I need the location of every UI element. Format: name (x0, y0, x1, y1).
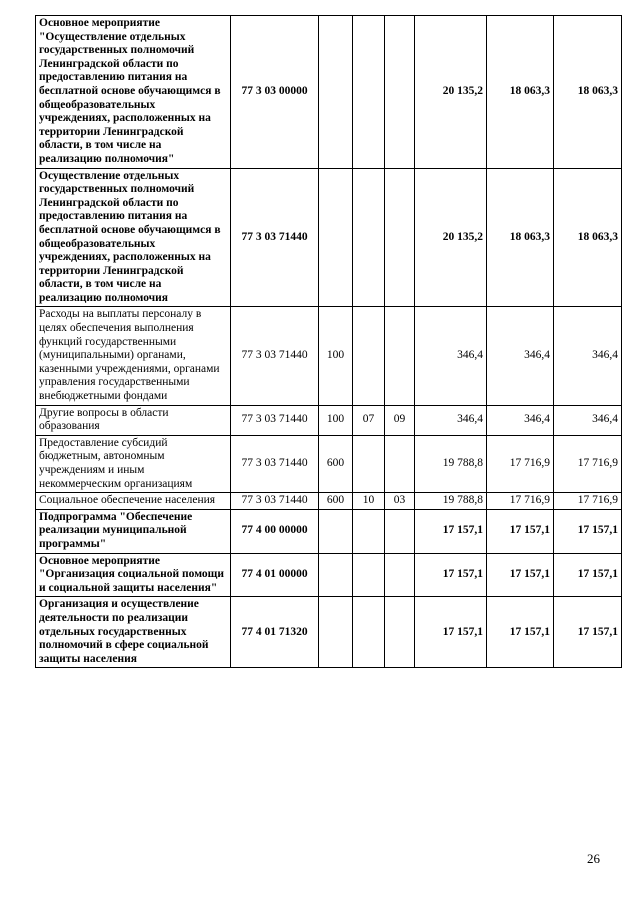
section-cell (353, 553, 385, 597)
section-cell: 07 (353, 405, 385, 435)
section-cell: 10 (353, 493, 385, 510)
table-row (36, 435, 622, 492)
subsection-cell (385, 509, 415, 553)
amount-year-2-cell: 17 157,1 (487, 553, 554, 597)
amount-year-1-cell: 17 157,1 (415, 509, 487, 553)
target-article-code-cell: 77 4 01 00000 (231, 553, 319, 597)
target-article-code-cell: 77 3 03 00000 (231, 16, 319, 169)
expense-type-cell: 600 (319, 435, 353, 492)
amount-year-3-cell: 17 716,9 (554, 493, 622, 510)
table-row (36, 168, 622, 307)
table-row (36, 493, 622, 510)
row-name-cell: Расходы на выплаты персоналу в целях обеспечения выполнения функций государственными (муниципальными) органами, казенными учреждениями, органами управления государственными внебюджетными фондами (36, 307, 231, 405)
expense-type-cell: 600 (319, 493, 353, 510)
amount-year-1-cell: 19 788,8 (415, 493, 487, 510)
row-name-cell: Основное мероприятие "Организация социальной помощи и социальной защиты населения" (36, 553, 231, 597)
expense-type-cell: 100 (319, 307, 353, 405)
amount-year-1-cell: 20 135,2 (415, 168, 487, 307)
amount-year-2-cell: 17 157,1 (487, 509, 554, 553)
subsection-cell (385, 553, 415, 597)
amount-year-1-cell: 19 788,8 (415, 435, 487, 492)
row-name-cell: Другие вопросы в области образования (36, 405, 231, 435)
subsection-cell: 03 (385, 493, 415, 510)
section-cell (353, 435, 385, 492)
row-name-cell: Социальное обеспечение населения (36, 493, 231, 510)
row-name-cell: Предоставление субсидий бюджетным, автономным учреждениям и иным некоммерческим организациям (36, 435, 231, 492)
section-cell (353, 597, 385, 668)
amount-year-2-cell: 346,4 (487, 405, 554, 435)
subsection-cell: 09 (385, 405, 415, 435)
amount-year-3-cell: 346,4 (554, 405, 622, 435)
table-row (36, 597, 622, 668)
row-name-cell: Основное мероприятие "Осуществление отдельных государственных полномочий Ленинградской области по предоставлению питания на бесплатной основе обучающимся в общеобразовательных учреждениях, расположенных на территории Ленинградской области, в том числе на реализацию полномочия" (36, 16, 231, 169)
section-cell (353, 168, 385, 307)
amount-year-1-cell: 346,4 (415, 307, 487, 405)
subsection-cell (385, 16, 415, 169)
section-cell (353, 307, 385, 405)
target-article-code-cell: 77 4 00 00000 (231, 509, 319, 553)
expense-type-cell (319, 597, 353, 668)
amount-year-1-cell: 20 135,2 (415, 16, 487, 169)
page-number: 26 (587, 851, 600, 866)
amount-year-2-cell: 17 157,1 (487, 597, 554, 668)
subsection-cell (385, 168, 415, 307)
amount-year-1-cell: 17 157,1 (415, 553, 487, 597)
table-row (36, 553, 622, 597)
row-name-cell: Организация и осуществление деятельности по реализации отдельных государственных полномочий в сфере социальной защиты населения (36, 597, 231, 668)
row-name-cell: Подпрограмма "Обеспечение реализации муниципальной программы" (36, 509, 231, 553)
amount-year-3-cell: 18 063,3 (554, 168, 622, 307)
expense-type-cell (319, 168, 353, 307)
target-article-code-cell: 77 3 03 71440 (231, 493, 319, 510)
row-name-cell: Осуществление отдельных государственных полномочий Ленинградской области по предоставлению питания на бесплатной основе обучающимся в общеобразовательных учреждениях, расположенных на территории Ленинградской области, в том числе на реализацию полномочия (36, 168, 231, 307)
amount-year-2-cell: 17 716,9 (487, 493, 554, 510)
table-body (36, 16, 622, 668)
amount-year-2-cell: 18 063,3 (487, 16, 554, 169)
amount-year-3-cell: 17 157,1 (554, 597, 622, 668)
amount-year-3-cell: 17 157,1 (554, 509, 622, 553)
amount-year-2-cell: 17 716,9 (487, 435, 554, 492)
target-article-code-cell: 77 3 03 71440 (231, 307, 319, 405)
subsection-cell (385, 307, 415, 405)
budget-table (35, 15, 622, 668)
expense-type-cell (319, 509, 353, 553)
section-cell (353, 16, 385, 169)
target-article-code-cell: 77 4 01 71320 (231, 597, 319, 668)
expense-type-cell: 100 (319, 405, 353, 435)
amount-year-2-cell: 18 063,3 (487, 168, 554, 307)
table-row (36, 307, 622, 405)
expense-type-cell (319, 16, 353, 169)
amount-year-1-cell: 17 157,1 (415, 597, 487, 668)
expense-type-cell (319, 553, 353, 597)
amount-year-3-cell: 17 716,9 (554, 435, 622, 492)
table-row (36, 405, 622, 435)
amount-year-3-cell: 17 157,1 (554, 553, 622, 597)
subsection-cell (385, 435, 415, 492)
target-article-code-cell: 77 3 03 71440 (231, 405, 319, 435)
table-row (36, 16, 622, 169)
subsection-cell (385, 597, 415, 668)
amount-year-2-cell: 346,4 (487, 307, 554, 405)
target-article-code-cell: 77 3 03 71440 (231, 435, 319, 492)
amount-year-1-cell: 346,4 (415, 405, 487, 435)
table-row (36, 509, 622, 553)
amount-year-3-cell: 18 063,3 (554, 16, 622, 169)
amount-year-3-cell: 346,4 (554, 307, 622, 405)
section-cell (353, 509, 385, 553)
target-article-code-cell: 77 3 03 71440 (231, 168, 319, 307)
